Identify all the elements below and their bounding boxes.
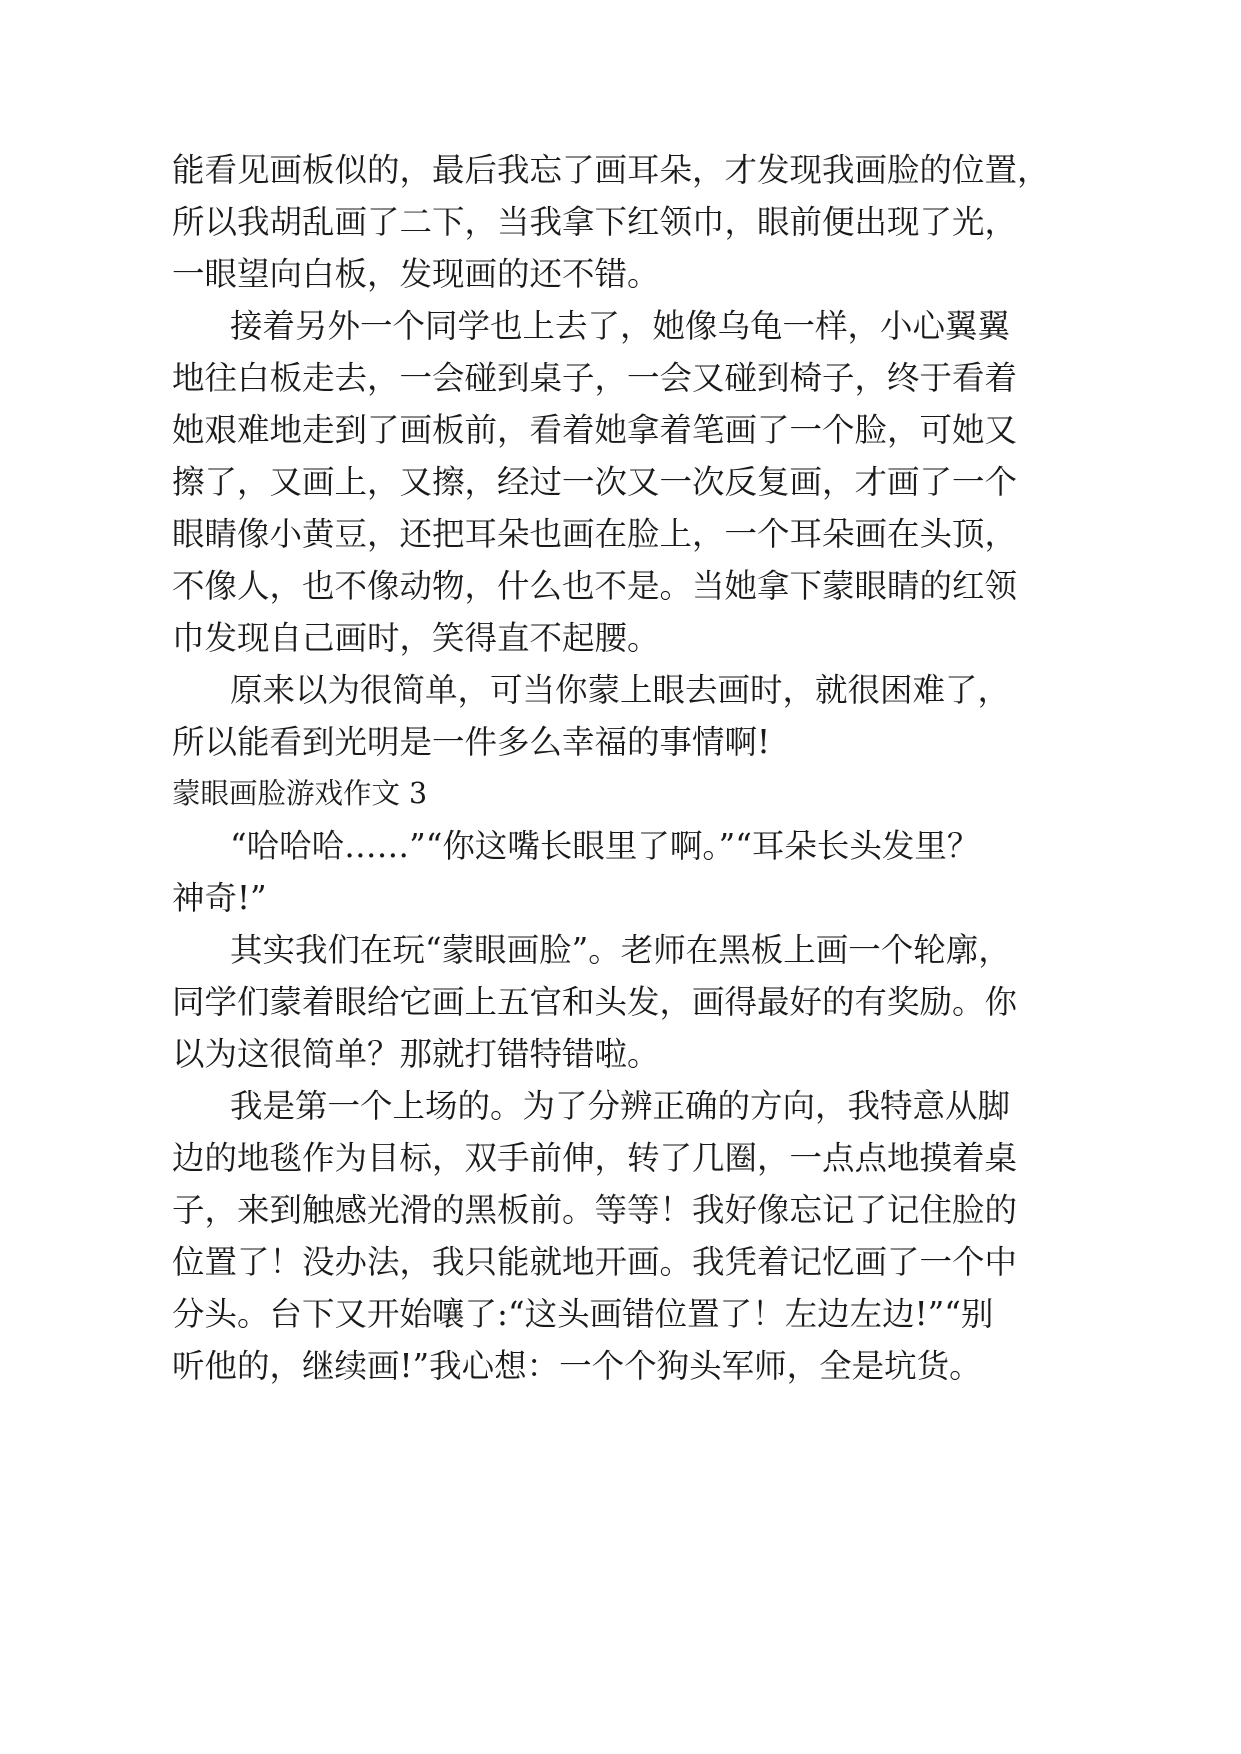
text-line-15: 神奇!” xyxy=(172,879,267,917)
text-line-6: 她艰难地走到了画板前，看着她拿着笔画了一个脸，可她又 xyxy=(172,411,1018,449)
text-line-21: 子，来到触感光滑的黑板前。等等！我好像忘记了记住脸的 xyxy=(172,1191,1018,1229)
text-line-16: 其实我们在玩“蒙眼画脸”。老师在黑板上画一个轮廓， xyxy=(230,931,1011,969)
text-line-14: “哈哈哈……”“你这嘴长眼里了啊。”“耳朵长头发里？ xyxy=(230,827,980,865)
text-line-20: 边的地毯作为目标，双手前伸，转了几圈，一点点地摸着桌 xyxy=(172,1139,1018,1177)
section-heading: 蒙眼画脸游戏作文 3 xyxy=(172,777,428,810)
text-line-2: 所以我胡乱画了二下，当我拿下红领巾，眼前便出现了光， xyxy=(172,203,1018,241)
text-line-3: 一眼望向白板，发现画的还不错。 xyxy=(172,255,660,293)
text-line-19: 我是第一个上场的。为了分辨正确的方向，我特意从脚 xyxy=(230,1087,1011,1125)
text-line-4: 接着另外一个同学也上去了，她像乌龟一样，小心翼翼 xyxy=(230,307,1011,345)
text-line-11: 原来以为很简单，可当你蒙上眼去画时，就很困难了， xyxy=(230,671,1011,709)
text-line-17: 同学们蒙着眼给它画上五官和头发，画得最好的有奖励。你 xyxy=(172,983,1018,1021)
text-line-5: 地往白板走去，一会碰到桌子，一会又碰到椅子，终于看着 xyxy=(172,359,1018,397)
text-line-12: 所以能看到光明是一件多么幸福的事情啊! xyxy=(172,723,771,761)
text-line-7: 擦了，又画上，又擦，经过一次又一次反复画，才画了一个 xyxy=(172,463,1018,501)
text-line-8: 眼睛像小黄豆，还把耳朵也画在脸上，一个耳朵画在头顶， xyxy=(172,515,1018,553)
text-line-22: 位置了！没办法，我只能就地开画。我凭着记忆画了一个中 xyxy=(172,1243,1018,1281)
text-line-18: 以为这很简单？那就打错特错啦。 xyxy=(172,1035,660,1073)
text-line-23: 分头。台下又开始嚷了:“这头画错位置了！左边左边!”“别 xyxy=(172,1295,994,1333)
text-line-10: 巾发现自己画时，笑得直不起腰。 xyxy=(172,619,660,657)
text-line-24: 听他的，继续画!”我心想：一个个狗头军师，全是坑货。 xyxy=(172,1347,982,1385)
text-line-9: 不像人，也不像动物，什么也不是。当她拿下蒙眼睛的红领 xyxy=(172,567,1018,605)
text-line-1: 能看见画板似的，最后我忘了画耳朵，才发现我画脸的位置， xyxy=(172,151,1050,189)
